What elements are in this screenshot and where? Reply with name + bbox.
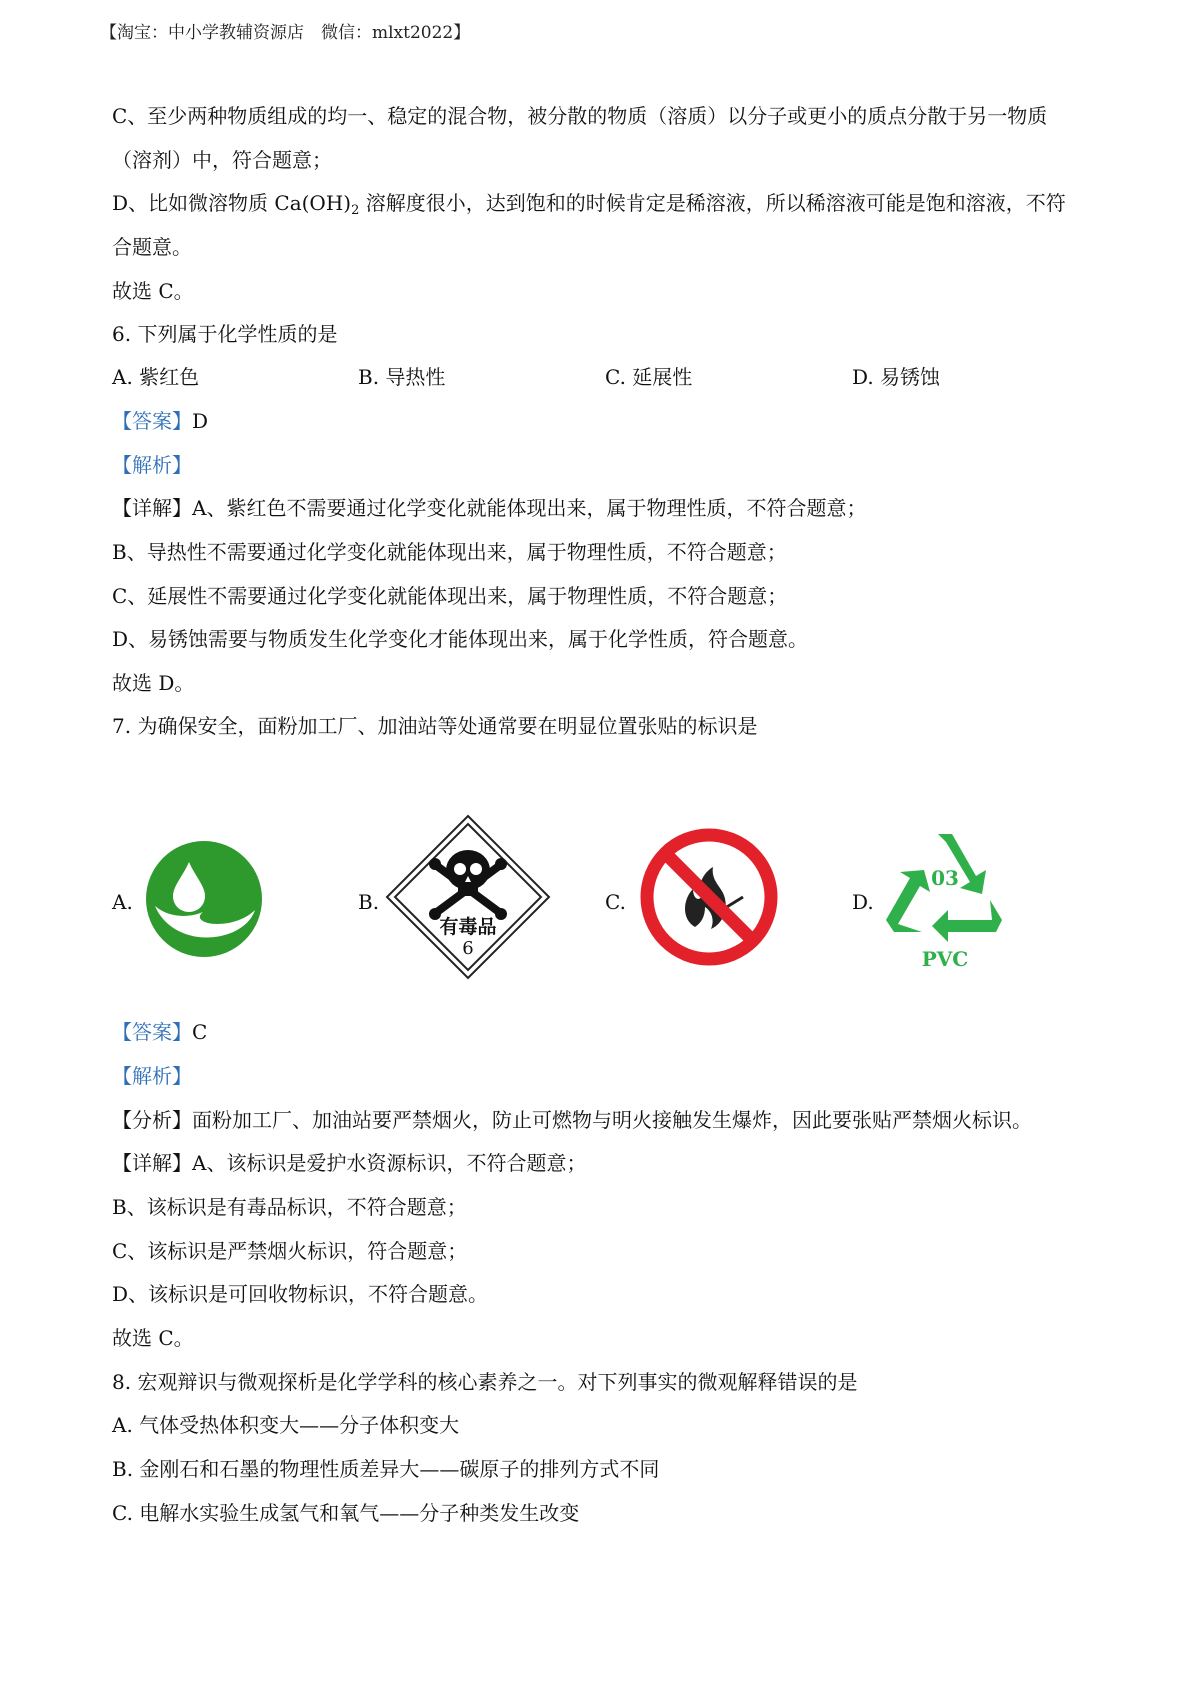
poison-label: 有毒品 xyxy=(439,916,497,938)
q7-option-d-letter: D. xyxy=(852,890,874,914)
no-fire-icon xyxy=(639,827,779,971)
q6-conclusion: 故选 D。 xyxy=(112,671,195,695)
q8-option-c: C. 电解水实验生成氢气和氧气——分子种类发生改变 xyxy=(112,1501,580,1525)
q5-d-pre: D、比如微溶物质 Ca(OH) xyxy=(112,191,352,215)
q7-detail-a xyxy=(112,1150,586,1176)
q7-detail-a-text: A、该标识是爱护水资源标识，不符合题意； xyxy=(192,1151,587,1175)
poison-warning-icon xyxy=(385,814,551,984)
q6-answer-value: D xyxy=(192,409,209,433)
q6-stem: 6. 下列属于化学性质的是 xyxy=(112,322,338,346)
q5-option-d-line1 xyxy=(112,190,1066,216)
q7-fenxi xyxy=(112,1107,1032,1133)
q5-option-d-line2: 合题意。 xyxy=(112,235,192,259)
q6-option-c: C. 延展性 xyxy=(605,365,693,389)
recycle-code: 03 xyxy=(931,866,959,890)
q5-d-subscript: 2 xyxy=(351,203,360,218)
q7-fenxi-label: 【分析】 xyxy=(112,1108,192,1132)
q6-detail-a-text: A、紫红色不需要通过化学变化就能体现出来，属于物理性质，不符合题意； xyxy=(192,496,867,520)
q6-option-a: A. 紫红色 xyxy=(112,365,200,389)
q7-answer-value: C xyxy=(192,1020,208,1044)
recycle-label: PVC xyxy=(921,947,969,971)
q7-answer-label: 【答案】 xyxy=(112,1020,192,1044)
q5-conclusion: 故选 C。 xyxy=(112,279,194,303)
q7-fenxi-text: 面粉加工厂、加油站要严禁烟火，防止可燃物与明火接触发生爆炸，因此要张贴严禁烟火标识。 xyxy=(192,1108,1032,1132)
poison-class-number: 6 xyxy=(462,938,474,959)
q6-detail-b: B、导热性不需要通过化学变化就能体现出来，属于物理性质，不符合题意； xyxy=(112,540,787,564)
q7-analysis-label: 【解析】 xyxy=(112,1064,192,1088)
q7-detail-b: B、该标识是有毒品标识，不符合题意； xyxy=(112,1195,467,1219)
q6-answer xyxy=(112,408,208,434)
q7-detail-c: C、该标识是严禁烟火标识，符合题意； xyxy=(112,1239,468,1263)
q7-option-a-letter: A. xyxy=(112,890,133,914)
q5-option-c-line2: （溶剂）中，符合题意； xyxy=(112,148,332,172)
q5-d-post: 溶解度很小，达到饱和的时候肯定是稀溶液，所以稀溶液可能是饱和溶液，不符 xyxy=(359,191,1066,215)
q6-detail-a xyxy=(112,495,866,521)
q7-stem: 7. 为确保安全，面粉加工厂、加油站等处通常要在明显位置张贴的标识是 xyxy=(112,714,758,738)
q7-conclusion: 故选 C。 xyxy=(112,1326,194,1350)
q7-option-c-letter: C. xyxy=(605,890,626,914)
q7-answer xyxy=(112,1019,207,1045)
q5-option-c-line1: C、至少两种物质组成的均一、稳定的混合物，被分散的物质（溶质）以分子或更小的质点分散于另一物质 xyxy=(112,104,1048,128)
q7-detail-d: D、该标识是可回收物标识，不符合题意。 xyxy=(112,1282,489,1306)
q7-detail-label: 【详解】 xyxy=(112,1151,192,1175)
q6-option-b: B. 导热性 xyxy=(358,365,446,389)
recycle-pvc-icon xyxy=(878,828,1012,971)
page-header: 【淘宝：中小学教辅资源店 微信：mlxt2022】 xyxy=(100,23,471,43)
q6-answer-label: 【答案】 xyxy=(112,409,192,433)
q8-option-b: B. 金刚石和石墨的物理性质差异大——碳原子的排列方式不同 xyxy=(112,1457,660,1481)
q6-analysis-label: 【解析】 xyxy=(112,453,192,477)
q6-detail-label: 【详解】 xyxy=(112,496,192,520)
q7-option-b-letter: B. xyxy=(358,890,380,914)
q6-option-d: D. 易锈蚀 xyxy=(852,365,941,389)
q8-stem: 8. 宏观辩识与微观探析是化学学科的核心素养之一。对下列事实的微观解释错误的是 xyxy=(112,1370,858,1394)
q8-option-a: A. 气体受热体积变大——分子体积变大 xyxy=(112,1413,460,1437)
q6-detail-c: C、延展性不需要通过化学变化就能体现出来，属于物理性质，不符合题意； xyxy=(112,584,788,608)
water-conservation-icon xyxy=(143,838,265,964)
q6-detail-d: D、易锈蚀需要与物质发生化学变化才能体现出来，属于化学性质，符合题意。 xyxy=(112,627,809,651)
